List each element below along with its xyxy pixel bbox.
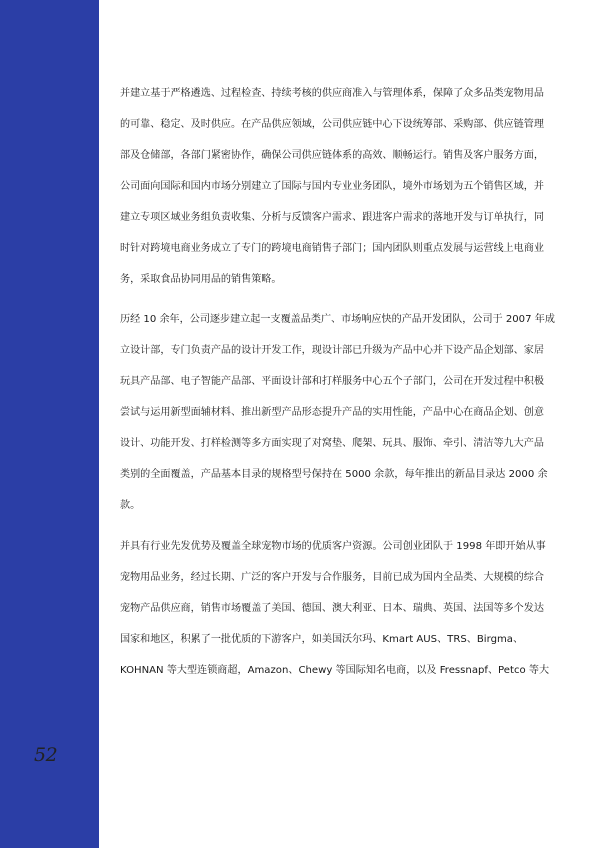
text-line: 部及仓储部，各部门紧密协作，确保公司供应链体系的高效、顺畅运行。销售及客户服务方面， bbox=[120, 150, 544, 161]
text-line: 设计、功能开发、打样检测等多方面实现了对窝垫、爬架、玩具、服饰、牵引、清洁等九大产品 bbox=[120, 438, 544, 449]
text-line: 公司面向国际和国内市场分别建立了国际与国内专业业务团队，境外市场划为五个销售区域，并 bbox=[120, 181, 544, 192]
text-line: 类别的全面覆盖，产品基本目录的规格型号保持在 5000 余款，每年推出的新品目录达 2000 余 bbox=[120, 469, 548, 480]
text-line: 国家和地区，积累了一批优质的下游客户，如美国沃尔玛、Kmart AUS、TRS、Birgma、 bbox=[120, 634, 524, 645]
text-line: 款。 bbox=[120, 500, 141, 511]
text-line: 并建立基于严格遴选、过程检查、持续考核的供应商准入与管理体系，保障了众多品类宠物用品 bbox=[120, 88, 544, 99]
page-number: 52 bbox=[34, 744, 58, 766]
text-line: 尝试与运用新型面辅材料、推出新型产品形态提升产品的实用性能，产品中心在商品企划、创意 bbox=[120, 407, 544, 418]
text-line: 的可靠、稳定、及时供应。在产品供应领域，公司供应链中心下设统筹部、采购部、供应链管理 bbox=[120, 119, 544, 130]
text-line: 务，采取食品协同用品的销售策略。 bbox=[120, 274, 282, 285]
text-line: 宠物产品供应商，销售市场覆盖了美国、德国、澳大利亚、日本、瑞典、英国、法国等多个发达 bbox=[120, 603, 544, 614]
text-line: 立设计部，专门负责产品的设计开发工作，现设计部已升级为产品中心并下设产品企划部、家居 bbox=[120, 345, 544, 356]
text-line: 建立专项区域业务组负责收集、分析与反馈客户需求、跟进客户需求的落地开发与订单执行，同 bbox=[120, 212, 544, 223]
text-line: 时针对跨境电商业务成立了专门的跨境电商销售子部门；国内团队则重点发展与运营线上电商业 bbox=[120, 243, 544, 254]
text-line: 历经 10 余年，公司逐步建立起一支覆盖品类广、市场响应快的产品开发团队，公司于 2007 年成 bbox=[120, 314, 555, 325]
text-line: KOHNAN 等大型连锁商超，Amazon、Chewy 等国际知名电商，以及 Fressnapf、Petco 等大 bbox=[120, 665, 550, 676]
text-line: 并具有行业先发优势及覆盖全球宠物市场的优质客户资源。公司创业团队于 1998 年即开始从事 bbox=[120, 541, 546, 552]
sidebar-band bbox=[0, 0, 99, 848]
text-line: 宠物用品业务，经过长期、广泛的客户开发与合作服务，目前已成为国内全品类、大规模的综合 bbox=[120, 572, 544, 583]
text-line: 玩具产品部、电子智能产品部、平面设计部和打样服务中心五个子部门，公司在开发过程中积极 bbox=[120, 376, 544, 387]
